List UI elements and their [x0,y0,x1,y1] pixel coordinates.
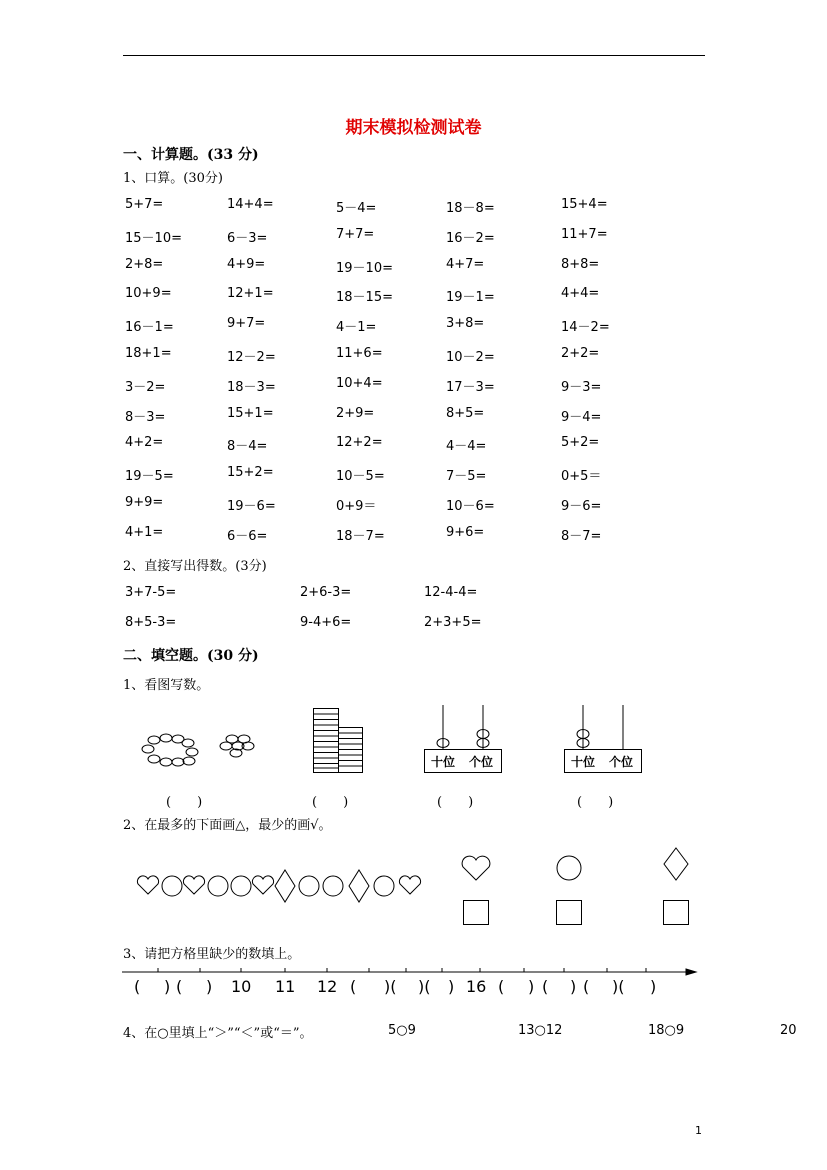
heart-icon [183,876,204,894]
bundle-of-sticks [312,707,366,775]
svg-text:)(: )( [418,977,431,996]
math-problem: 6－3= [227,230,268,246]
math-problem: 14+4= [227,197,274,212]
compare-item-1[interactable]: 5○9 [388,1023,416,1038]
math-problem: 10－5= [336,469,385,485]
math-problem: 16－1= [125,320,174,336]
math-problem: 12+1= [227,286,274,302]
fill-q1-label: 1、看图写数。 [123,678,210,693]
heart-icon [137,876,158,894]
math-problem: 8+5= [446,405,485,421]
math-problem: 18－15= [336,290,393,306]
number-line [120,960,700,1000]
math-problem: 15+4= [561,197,608,212]
math-problem: 18－7= [336,528,385,544]
heart-answer-column [460,850,492,930]
circle-icon [208,876,228,896]
math-problem: 14－2= [561,320,610,336]
math-problem: 10+4= [336,375,383,391]
oval-group-large [140,730,210,772]
fill-q4-label: 4、在○里填上“＞”“＜”或“＝”。 [123,1026,313,1041]
math-problem: 2+6-3= [300,585,352,600]
compare-item-2[interactable]: 13○12 [518,1023,563,1038]
circle-icon [323,876,343,896]
math-problem: 8－3= [125,409,166,425]
page-number: 1 [695,1124,702,1137]
math-problem: 4+1= [125,524,164,540]
math-problem: 8－7= [561,528,602,544]
math-problem: 9－6= [561,499,602,514]
answer-blank-4[interactable]: ( ) [577,795,614,810]
section1-heading: 一、计算题。(33 分) [123,147,259,163]
math-problem: 16－2= [446,230,495,246]
abacus-1-rods [423,703,503,751]
math-problem: 12－2= [227,350,276,365]
q2-label: 2、直接写出得数。(3分) [123,559,267,574]
svg-text:): ) [650,977,657,996]
math-problem: 15+1= [227,405,274,421]
math-problem: 9－4= [561,409,602,425]
svg-text:): ) [570,977,577,996]
svg-text:(: ( [350,977,357,996]
answer-box [664,901,689,925]
math-problem: 12+2= [336,435,383,451]
compare-item-3[interactable]: 18○9 [648,1023,685,1038]
math-problem: 5－4= [336,201,377,216]
math-problem: 19－5= [125,469,174,485]
heart-icon [252,876,273,894]
math-problem: 15－10= [125,230,182,246]
math-problem: 9+7= [227,316,266,332]
math-problem: 5+7= [125,197,164,212]
diamond-icon [275,870,295,902]
math-problem: 0+5＝ [561,469,602,485]
math-problem: 5+2= [561,435,600,451]
answer-blank-3[interactable]: ( ) [437,795,474,810]
svg-text:(: ( [176,977,183,996]
answer-blank-1[interactable]: ( ) [166,795,203,810]
heart-icon [462,856,490,880]
math-problem: 11+7= [561,226,608,242]
shapes-row [135,868,425,906]
circle-icon [162,876,182,896]
math-problem: 11+6= [336,346,383,361]
math-problem: 19－10= [336,260,393,276]
circle-icon [299,876,319,896]
diamond-answer-column [660,846,692,930]
math-problem: 4+7= [446,256,485,272]
math-problem: 9+6= [446,524,485,540]
svg-text:(: ( [134,977,141,996]
math-problem: 18－8= [446,201,495,216]
diamond-icon [664,848,688,880]
math-problem: 9-4+6= [300,615,352,630]
math-problem: 7－5= [446,469,487,485]
math-problem: 2+3+5= [424,615,482,630]
svg-text:(: ( [498,977,505,996]
answer-box [464,901,489,925]
math-problem: 19－1= [446,290,495,306]
math-problem: 7+7= [336,226,375,242]
math-problem: 10－6= [446,499,495,514]
svg-text:): ) [528,977,535,996]
math-problem: 8－4= [227,439,268,455]
fill-q2-label: 2、在最多的下面画△，最少的画√。 [123,818,332,833]
diamond-icon [349,870,369,902]
math-problem: 12-4-4= [424,585,478,600]
number-line-known-1: 10 [231,977,252,996]
math-problem: 9－3= [561,379,602,395]
math-problem: 3+8= [446,316,485,332]
number-line-known-3: 12 [317,977,338,996]
math-problem: 0+9＝ [336,499,377,514]
circle-icon [231,876,251,896]
abacus-1-ones-label: 个位 [469,755,494,769]
heart-icon [399,876,420,894]
answer-blank-2[interactable]: ( ) [312,795,349,810]
math-problem: 2+9= [336,405,375,421]
math-problem: 8+5-3= [125,615,177,630]
math-problem: 4+9= [227,256,266,272]
abacus-2-base [564,749,642,773]
svg-text:(: ( [542,977,549,996]
abacus-2-rods [563,703,643,751]
math-problem: 4+4= [561,286,600,302]
math-problem: 18+1= [125,346,172,361]
math-problem: 2+2= [561,346,600,361]
abacus-2-tens-label: 十位 [571,755,596,769]
math-problem: 4+2= [125,435,164,451]
circle-icon [557,856,581,880]
svg-text:)(: )( [384,977,397,996]
number-line-known-4: 16 [466,977,487,996]
svg-text:(: ( [583,977,590,996]
math-problem: 3－2= [125,379,166,395]
number-line-known-2: 11 [275,977,296,996]
svg-text:): ) [448,977,455,996]
math-problem: 4－4= [446,439,487,455]
math-problem: 4－1= [336,320,377,336]
math-problem: 3+7-5= [125,585,177,600]
math-problem: 2+8= [125,256,164,272]
math-problem: 18－3= [227,379,276,395]
abacus-2-ones-label: 个位 [609,755,634,769]
q1-label: 1、口算。(30分) [123,171,223,186]
svg-text:)(: )( [612,977,625,996]
fill-q3-label: 3、请把方格里缺少的数填上。 [123,947,301,962]
abacus-1 [423,703,503,775]
arrow-icon [686,969,696,975]
answer-box [557,901,582,925]
abacus-2 [563,703,643,775]
abacus-1-tens-label: 十位 [431,755,456,769]
math-problem: 15+2= [227,465,274,481]
header-rule [123,55,705,56]
math-problem: 17－3= [446,379,495,395]
compare-item-overflow: 20 [780,1023,797,1038]
math-problem: 8+8= [561,256,600,272]
svg-text:): ) [164,977,171,996]
section2-heading: 二、填空题。(30 分) [123,648,259,664]
math-problem: 6－6= [227,528,268,544]
math-problem: 10－2= [446,350,495,365]
circle-icon [374,876,394,896]
oval-group-small [218,733,256,759]
page-title: 期末模拟检测试卷 [345,118,482,138]
math-problem: 10+9= [125,286,172,302]
svg-text:): ) [206,977,213,996]
math-problem: 9+9= [125,495,164,510]
abacus-1-base [424,749,502,773]
math-problem: 19－6= [227,499,276,514]
circle-answer-column [553,850,585,930]
